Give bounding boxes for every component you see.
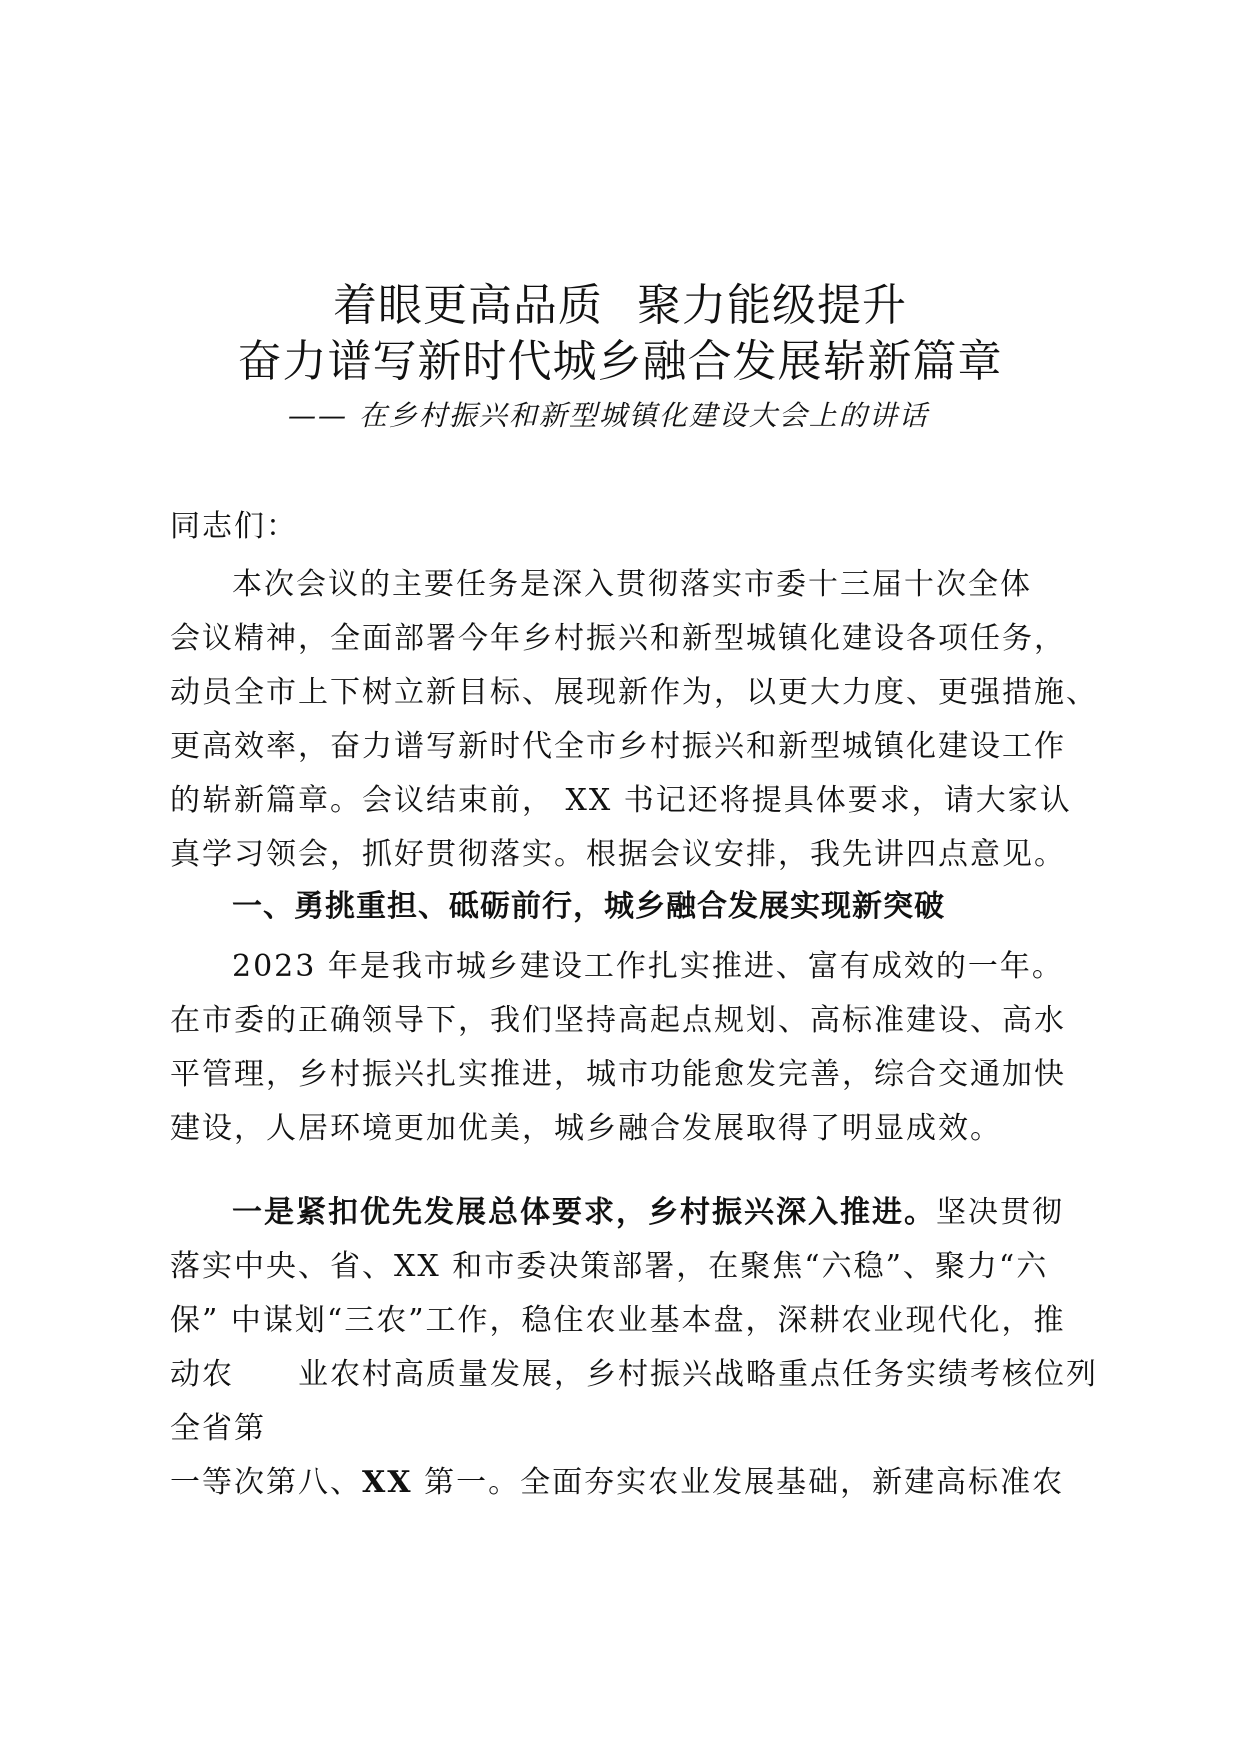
paragraph-line: 动员全市上下树立新目标、展现新作为，以更大力度、更强措施、 [170, 675, 1098, 710]
paragraph-line: 2023 年是我市城乡建设工作扎实推进、富有成效的一年。 [232, 949, 1064, 984]
paragraph-lead-rest: 坚决贯彻 [936, 1195, 1064, 1230]
title-line-1-part-2: 聚力能级提升 [637, 280, 907, 331]
paragraph-line: 本次会议的主要任务是深入贯彻落实市委十三届十次全体 [232, 567, 1032, 602]
document-title [0, 278, 1240, 390]
paragraph-line: 动农 业农村高质量发展，乡村振兴战略重点任务实绩考核位列 [170, 1357, 1098, 1392]
paragraph-line: 落实中央、省、XX 和市委决策部署，在聚焦“六稳”、聚力“六 [170, 1249, 1049, 1284]
title-line-2: 奋力谱写新时代城乡融合发展崭新篇章 [237, 336, 1003, 387]
salutation [170, 500, 1090, 554]
section-1-heading [170, 880, 1090, 934]
paragraph-line: 建设，人居环境更加优美，城乡融合发展取得了明显成效。 [170, 1111, 1002, 1146]
paragraph-last-part-2: 第一。全面夯实农业发展基础，新建高标准农 [412, 1465, 1065, 1500]
paragraph-line-last [170, 1456, 1090, 1510]
paragraph-last-bold: XX [362, 1465, 413, 1500]
paragraph-3 [170, 1186, 1098, 1510]
section-heading-text: 一、勇挑重担、砥砺前行，城乡融合发展实现新突破 [232, 889, 945, 924]
paragraph-line: 更高效率，奋力谱写新时代全市乡村振兴和新型城镇化建设工作 [170, 729, 1066, 764]
title-line-1-part-1: 着眼更高品质 [333, 280, 603, 331]
paragraph-line: 会议精神，全面部署今年乡村振兴和新型城镇化建设各项任务， [170, 621, 1066, 656]
paragraph-line: 平管理，乡村振兴扎实推进，城市功能愈发完善，综合交通加快 [170, 1057, 1066, 1092]
paragraph-2 [170, 940, 1090, 1156]
paragraph-line: 在市委的正确领导下，我们坚持高起点规划、高标准建设、高水 [170, 1003, 1066, 1038]
salutation-text: 同志们： [170, 509, 298, 544]
paragraph-line-first [170, 1186, 1090, 1240]
document-subtitle: —— 在乡村振兴和新型城镇化建设大会上的讲话 [288, 399, 929, 432]
paragraph-line: 全省第 [170, 1411, 266, 1446]
paragraph-1 [170, 558, 1098, 882]
paragraph-line: 的崭新篇章。会议结束前， XX 书记还将提具体要求，请大家认 [170, 783, 1072, 818]
paragraph-last-part-1: 一等次第八、 [170, 1465, 362, 1500]
paragraph-line: 保” 中谋划“三农”工作，稳住农业基本盘，深耕农业现代化，推 [170, 1303, 1066, 1338]
paragraph-line: 真学习领会，抓好贯彻落实。根据会议安排，我先讲四点意见。 [170, 837, 1066, 872]
title-line-1 [0, 278, 1240, 334]
paragraph-bold-lead: 一是紧扣优先发展总体要求，乡村振兴深入推进。 [232, 1195, 936, 1230]
